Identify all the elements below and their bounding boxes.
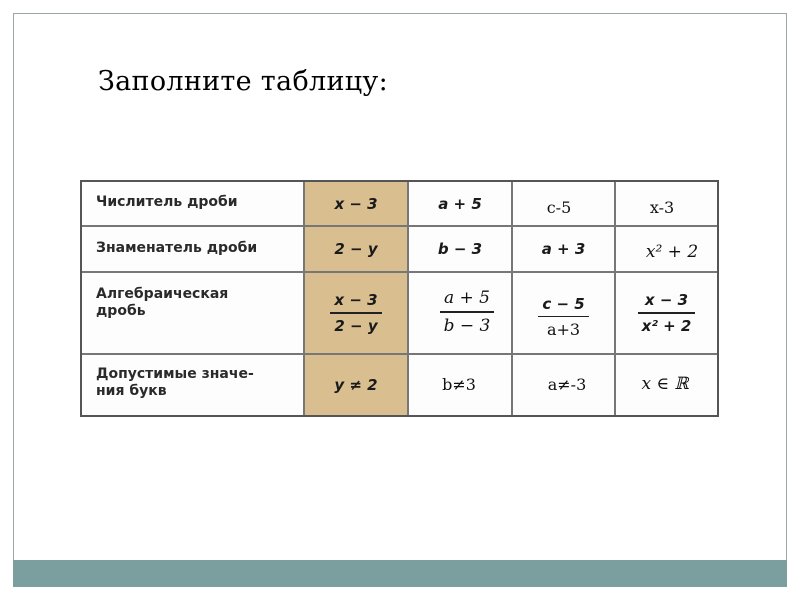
fraction-bar: [330, 312, 381, 314]
fraction-denominator: b − 3: [443, 315, 491, 336]
footer-band: [13, 560, 787, 587]
col3-fraction: [513, 282, 614, 352]
fraction-numerator: x − 3: [644, 291, 689, 310]
fraction-table: [80, 180, 719, 417]
row-label-fraction: [96, 286, 228, 320]
row-label-text: Знаменатель дроби: [96, 240, 258, 256]
col3-allowed[interactable]: a≠-3: [547, 374, 587, 394]
row-label-numerator: [96, 194, 238, 211]
fraction-denominator[interactable]: a+3: [546, 320, 581, 340]
row-label-text: Допустимые значе-: [96, 366, 254, 382]
fraction-bar: [638, 312, 696, 314]
fraction-numerator: x − 3: [334, 291, 378, 310]
col2-fraction[interactable]: [432, 282, 502, 342]
col4-fraction: [616, 273, 717, 353]
slide-title: Заполните таблицу:: [98, 66, 388, 97]
row-label-text: Алгебраическая: [96, 286, 229, 302]
col1-fraction: [305, 273, 407, 353]
fraction-bar: [538, 316, 588, 318]
col3-numerator[interactable]: c-5: [546, 197, 572, 217]
col4-allowed[interactable]: x ∈ ℝ: [641, 374, 689, 394]
col4-denominator[interactable]: x² + 2: [645, 242, 699, 262]
row-label-text: ния букв: [96, 383, 167, 399]
col4-numerator[interactable]: x-3: [649, 197, 675, 217]
fraction-numerator: c − 5: [542, 294, 585, 313]
col1-denominator: 2 − y: [334, 240, 378, 258]
col1-allowed: y ≠ 2: [334, 376, 378, 394]
row-label-allowed-values: [96, 366, 254, 400]
fraction-denominator: x² + 2: [641, 316, 692, 335]
fraction-numerator: a + 5: [443, 288, 490, 309]
col2-denominator: b − 3: [437, 240, 483, 258]
row-label-denominator: [96, 240, 257, 257]
row-label-text: Числитель дроби: [96, 194, 238, 210]
col3-denominator: a + 3: [541, 240, 586, 258]
fraction-bar: [440, 311, 495, 313]
col2-numerator: a + 5: [438, 194, 482, 213]
fraction-denominator: 2 − y: [334, 316, 378, 335]
row-label-text: дробь: [96, 303, 146, 319]
col1-numerator: x − 3: [334, 194, 378, 213]
col2-allowed[interactable]: b≠3: [442, 374, 476, 394]
